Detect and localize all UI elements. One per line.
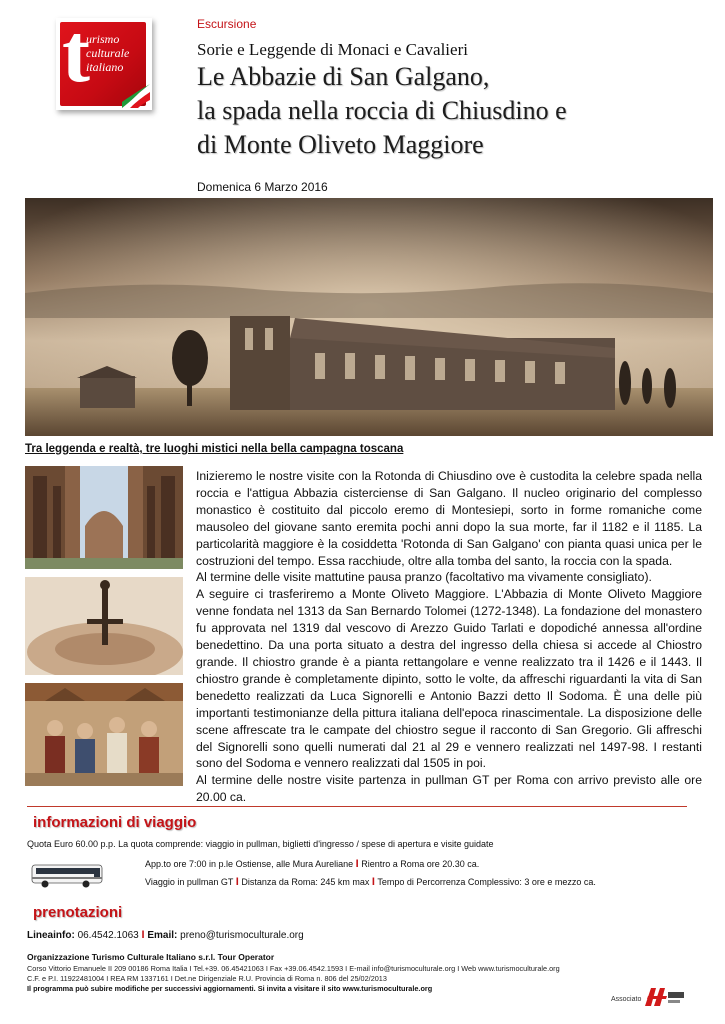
separator: I xyxy=(355,858,359,870)
body-paragraph: Al termine delle visite mattutine pausa pranzo (facoltativo ma vivamente consigliato). xyxy=(196,570,652,585)
transport-info: Viaggio in pullman GT xyxy=(145,877,234,887)
return-info: Rientro a Roma ore 20.30 ca. xyxy=(361,859,480,869)
logo-letter: t xyxy=(62,7,90,100)
divider xyxy=(27,806,687,807)
associato-label: Associato xyxy=(611,996,642,1003)
body-paragraph: Al termine delle nostre visite partenza in pullman GT per Roma con arrivo previsto alle ore 20.00 ca. xyxy=(196,773,702,805)
separator: I xyxy=(235,876,239,888)
nave-image xyxy=(25,466,183,569)
info-heading: informazioni di viaggio xyxy=(33,814,197,831)
email-link[interactable]: preno@turismoculturale.org xyxy=(180,930,304,941)
body-text xyxy=(196,468,702,806)
booking-heading: prenotazioni xyxy=(33,904,123,921)
departure-info: App.to ore 7:00 in p.le Ostiense, alle Mura Aureliane xyxy=(145,859,354,869)
travel-line xyxy=(145,876,596,888)
logo-text: urismo culturale italiano xyxy=(86,32,130,74)
separator: I xyxy=(371,876,375,888)
distance-info: Distanza da Roma: 245 km max xyxy=(241,877,370,887)
hero-image xyxy=(25,198,713,436)
body-paragraph: A seguire ci trasferiremo a Monte Oliveto Maggiore. L'Abbazia di Monte Oliveto Maggiore venne fondata nel 1313 da San Bernardo Tolomei (1272-1348). La fondazione del monastero fu approvata nel 1319 dal vescovo di Arezzo Guido Tarlati e dopodiché annessa all'ordine benedettino. Da una porta situato a destra del ingresso della chiesa si accede al Chiostro grande. Il chiostro grande è a pianta rettangolare e venne realizzato tra il 1426 e il 1443. Il chiostro grande è completamente dipinto, sotto le volte, da affreschi riguardanti la vita di San benedetto realizzati da Luca Signorelli e Antonio Bazzi detto Il Sodoma. È una delle più importanti testimonianze della pittura italiana dell'epoca rinascimentale. La disposizione delle scene affrescate tra le campate del chiostro segue il racconto di San Gregorio. Gli affreschi del Signorelli sono quelli numerati dal 21 al 29 e vennero realizzati nel 1497-98. I restanti sono del Sodoma e vennero realizzati dal 1505 in poi. xyxy=(196,587,702,771)
schedule-line xyxy=(145,858,479,870)
event-date: Domenica 6 Marzo 2016 xyxy=(197,180,328,194)
fiavet-logo xyxy=(642,984,686,1010)
phone-number[interactable]: 06.4542.1063 xyxy=(77,930,139,941)
italian-flag-icon xyxy=(122,82,150,108)
category-label: Escursione xyxy=(197,17,257,31)
organizer-name: Organizzazione Turismo Culturale Italiano s.r.l. Tour Operator xyxy=(27,952,275,962)
page-title: Le Abbazie di San Galgano, la spada nella roccia di Chiusdino e di Monte Oliveto Maggiore xyxy=(197,62,567,159)
footer-note: Il programma può subire modifiche per successivi aggiornamenti. Si invita a visitare il sito www.turismoculturale.org xyxy=(27,984,433,993)
footer-address: Corso Vittorio Emanuele II 209 00186 Roma Italia I Tel.+39. 06.45421063 I Fax +39.06.4542.1593 I E-mail info@turismoculturale.org I Web www.turismoculturale.org xyxy=(27,964,560,973)
logo xyxy=(56,7,152,110)
body-paragraph: Inizieremo le nostre visite con la Rotonda di Chiusdino ove è custodita la celebre spada nella roccia e l'attigua Abbazia cisterciense di San Galgano. Il nucleo originario del complesso monastico è costituito dal piccolo eremo di Montesiepi, sorto in forme romaniche come mausoleo del giovane santo eremita pochi anni dopo la sua morte, far il 1182 e il 1185. La particolarità maggiore è la cosiddetta 'Rotonda di San Galgano' con pianta quasi unica per le costruzioni del tempo. Essa racchiude, oltre alla tomba del santo, la roccia con la spada. xyxy=(196,469,702,568)
price-info: Quota Euro 60.00 p.p. La quota comprende: viaggio in pullman, biglietti d'ingresso / spese di apertura e visite guidate xyxy=(27,839,494,849)
contacts: Lineainfo: 06.4542.1063 I Email: preno@turismoculturale.org xyxy=(27,929,304,941)
duration-info: Tempo di Percorrenza Complessivo: 3 ore e mezzo ca. xyxy=(377,877,596,887)
fresco-image xyxy=(25,683,183,786)
bus-icon xyxy=(30,861,104,889)
footer-legal: C.F. e P.I. 11922481004 I REA RM 1337161 I Det.ne Dirigenziale R.U. Provincia di Roma n. 806 del 25/02/2013 xyxy=(27,974,387,983)
kicker: Sorie e Leggende di Monaci e Cavalieri xyxy=(197,40,468,59)
separator: I xyxy=(141,929,145,941)
sword-image xyxy=(25,577,183,675)
subtitle: Tra leggenda e realtà, tre luoghi mistici nella bella campagna toscana xyxy=(25,443,404,455)
